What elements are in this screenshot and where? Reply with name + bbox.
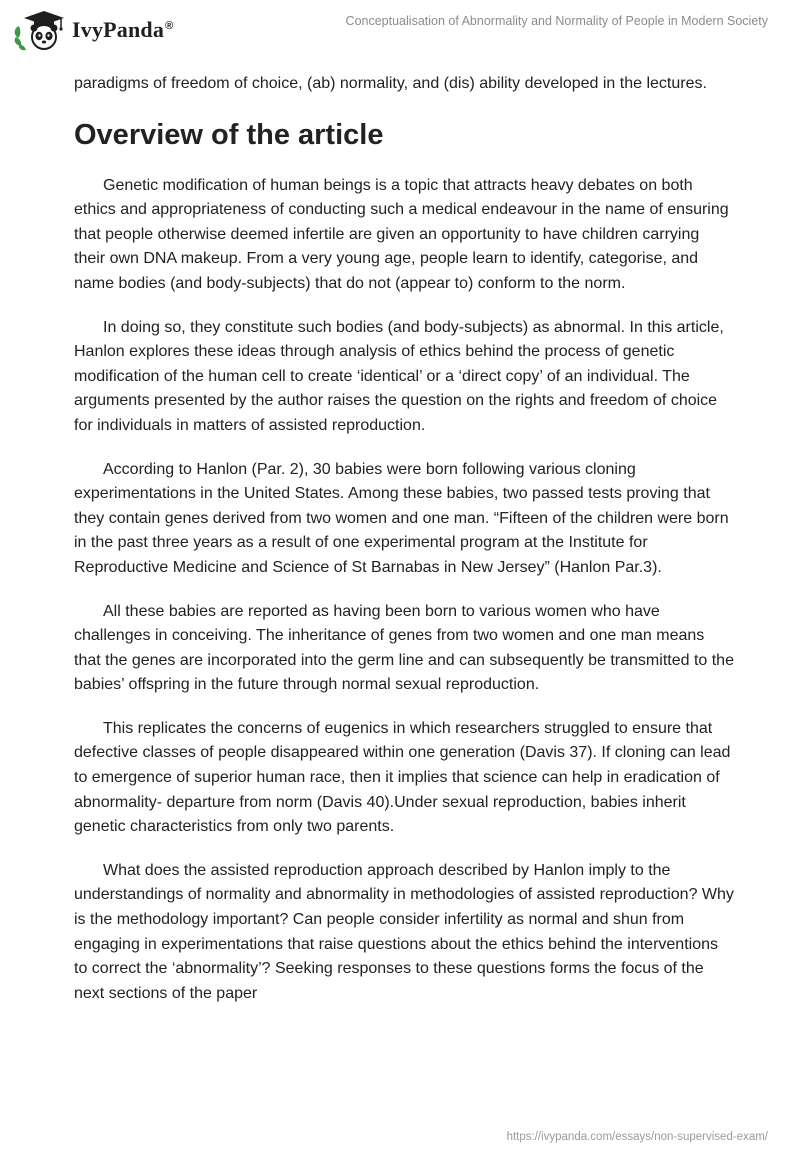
- source-url-link[interactable]: https://ivypanda.com/essays/non-supervised-exam/: [506, 1131, 768, 1143]
- lead-paragraph: paradigms of freedom of choice, (ab) normality, and (dis) ability developed in the lectures.: [74, 75, 707, 92]
- registered-mark: ®: [165, 19, 174, 32]
- brand-name: [72, 17, 173, 43]
- panda-graduate-icon: [12, 8, 68, 52]
- body-paragraph: What does the assisted reproduction approach described by Hanlon imply to the understandings of normality and abnormality in methodologies of assisted reproduction? Why is the methodology important? Can people consider infertility as normal and shun from engaging in experimentations that raise questions about the ethics behind the interventions to correct the ‘abnormality’? Seeking responses to these questions forms the focus of the next sections of the paper: [74, 861, 734, 1002]
- brand-name-text: IvyPanda: [72, 17, 165, 42]
- article-body: [74, 72, 734, 1025]
- section-heading: Overview of the article: [74, 118, 384, 151]
- ivypanda-logo-link[interactable]: [12, 8, 173, 52]
- body-paragraph: All these babies are reported as having been born to various women who have challenges in conceiving. The inheritance of genes from two women and one man means that the genes are incorporated into the germ line and can subsequently be transmitted to the babies’ offspring in the future through normal sexual reproduction.: [74, 602, 734, 694]
- body-paragraph: According to Hanlon (Par. 2), 30 babies were born following various cloning experimentations in the United States. Among these babies, two passed tests proving that they contain genes derived from two women and one man. “Fifteen of the children were born in the past three years as a result of one experimental program at the Institute for Reproductive Medicine and Science of St Barnabas in New Jersey” (Hanlon Par.3).: [74, 460, 729, 576]
- body-paragraph: In doing so, they constitute such bodies (and body-subjects) as abnormal. In this article, Hanlon explores these ideas through analysis of ethics behind the process of genetic modification of the human cell to create ‘identical’ or a ‘direct copy’ of an individual. The arguments presented by the author raises the question on the rights and freedom of choice for individuals in matters of assisted reproduction.: [74, 318, 724, 434]
- document-title: Conceptualisation of Abnormality and Normality of People in Modern Society: [345, 14, 768, 28]
- page-header: [0, 0, 800, 62]
- body-paragraph: This replicates the concerns of eugenics in which researchers struggled to ensure that defective classes of people disappeared within one generation (Davis 37). If cloning can lead to emergence of superior human race, then it implies that science can help in eradication of abnormality- departure from norm (Davis 40).Under sexual reproduction, babies inherit genetic characteristics from only two parents.: [74, 719, 731, 836]
- body-paragraph: Genetic modification of human beings is a topic that attracts heavy debates on both ethics and appropriateness of conducting such a medical endeavour in the name of ensuring that people otherwise deemed infertile are given an opportunity to have children carrying their own DNA makeup. From a very young age, people learn to identify, categorise, and name bodies (and body-subjects) that do not (appear to) conform to the norm.: [74, 176, 729, 292]
